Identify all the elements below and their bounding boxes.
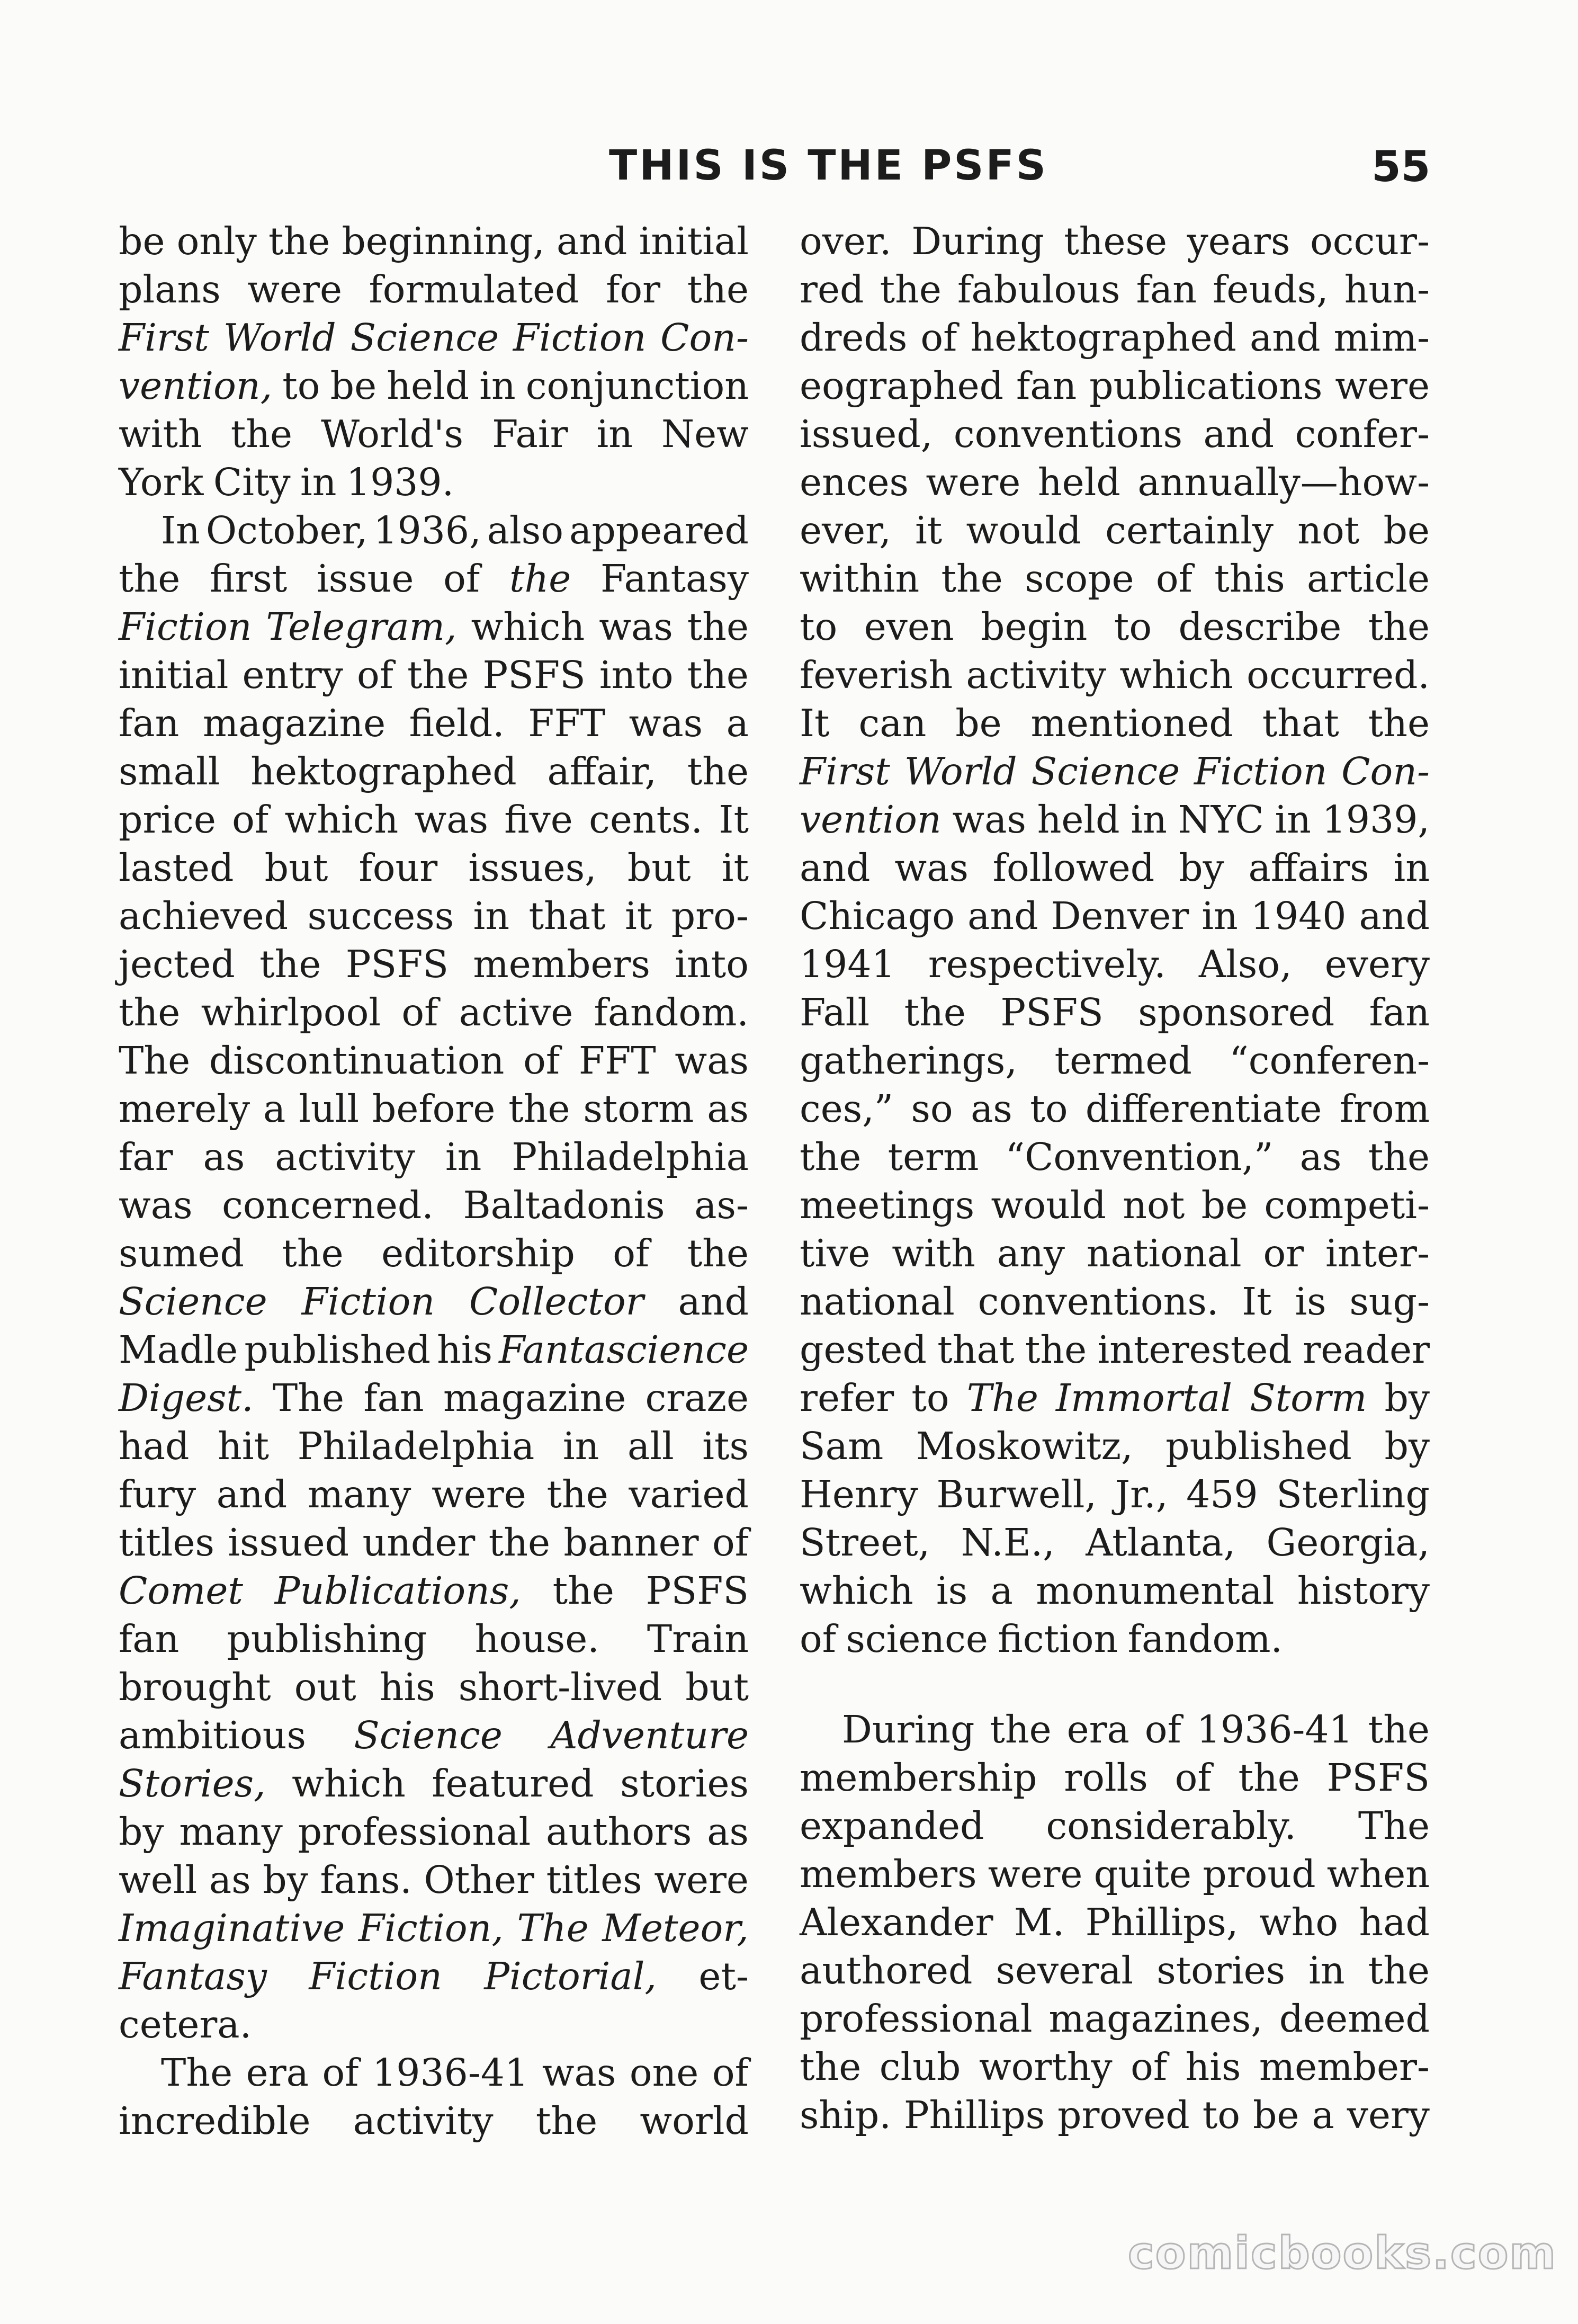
text-line: red the fabulous fan feuds, hun- (800, 267, 1430, 311)
text-line: far as activity in Philadelphia (119, 1135, 749, 1179)
text-line: incredible activity the world (119, 2099, 749, 2143)
text-line: Madle published his Fantascience (119, 1328, 749, 1372)
text-line: over. During these years occur- (800, 219, 1430, 263)
page-number: 55 (1371, 142, 1431, 191)
text-line: Street, N.E., Atlanta, Georgia, (800, 1521, 1430, 1565)
text-line: Chicago and Denver in 1940 and (800, 894, 1430, 938)
text-line: gatherings, termed “conferen- (800, 1039, 1430, 1083)
text-line: First World Science Fiction Con- (800, 749, 1430, 793)
text-line: had hit Philadelphia in all its (119, 1424, 749, 1468)
text-line: sumed the editorship of the (119, 1231, 749, 1275)
text-line: ship. Phillips proved to be a very (800, 2093, 1430, 2137)
text-line: with the World's Fair in New (119, 412, 749, 456)
text-line: members were quite proud when (800, 1852, 1430, 1896)
text-line: titles issued under the banner of (119, 1521, 749, 1565)
text-line: and was followed by affairs in (800, 846, 1430, 890)
watermark: comicbooks.com (1128, 2227, 1557, 2279)
text-line: professional magazines, deemed (800, 1997, 1430, 2041)
text-line: eographed fan publications were (800, 364, 1430, 408)
text-line: ences were held annually—how- (800, 460, 1430, 504)
text-line: fury and many were the varied (119, 1472, 749, 1516)
text-line: achieved success in that it pro- (119, 894, 749, 938)
text-line: Fiction Telegram, which was the (119, 605, 749, 649)
text-line: First World Science Fiction Con- (119, 316, 749, 360)
text-line: the first issue of the Fantasy (119, 557, 749, 601)
text-line: was concerned. Baltadonis as- (119, 1183, 749, 1227)
text-line: Comet Publications, the PSFS (119, 1569, 749, 1613)
text-line: Fantasy Fiction Pictorial, et- (119, 1954, 749, 1998)
text-line: the term “Convention,” as the (800, 1135, 1430, 1179)
text-line: fan publishing house. Train (119, 1617, 749, 1661)
text-line: which is a monumental history (800, 1569, 1430, 1613)
text-line: gested that the interested reader (800, 1328, 1430, 1372)
text-line: feverish activity which occurred. (800, 653, 1430, 697)
text-line: lasted but four issues, but it (119, 846, 749, 890)
text-line: price of which was five cents. It (119, 798, 749, 842)
text-line: cetera. (119, 2003, 252, 2046)
text-line: ces,” so as to differentiate from (800, 1087, 1430, 1131)
text-line: ambitious Science Adventure (119, 1713, 749, 1757)
text-line: membership rolls of the PSFS (800, 1756, 1430, 1800)
text-line: well as by fans. Other titles were (119, 1858, 749, 1902)
text-line: initial entry of the PSFS into the (119, 653, 749, 697)
text-line: The era of 1936-41 was one of (161, 2051, 749, 2095)
text-line: vention, to be held in conjunction (119, 364, 749, 408)
text-line: Digest. The fan magazine craze (119, 1376, 749, 1420)
text-line: During the era of 1936-41 the (842, 1708, 1430, 1751)
text-line: It can be mentioned that the (800, 701, 1430, 745)
text-line: Sam Moskowitz, published by (800, 1424, 1430, 1468)
text-line: the whirlpool of active fandom. (119, 990, 749, 1034)
text-line: by many professional authors as (119, 1810, 749, 1854)
text-line: plans were formulated for the (119, 267, 749, 311)
text-line: Imaginative Fiction, The Meteor, (119, 1906, 749, 1950)
text-line: Alexander M. Phillips, who had (800, 1900, 1430, 1944)
text-line: be only the beginning, and initial (119, 219, 749, 263)
right-column (800, 217, 1430, 2139)
page-header (0, 142, 1578, 200)
text-line: expanded considerably. The (800, 1804, 1430, 1848)
text-line: refer to The Immortal Storm by (800, 1376, 1430, 1420)
text-line: The discontinuation of FFT was (119, 1039, 749, 1083)
text-line: Henry Burwell, Jr., 459 Sterling (800, 1472, 1430, 1516)
text-line: merely a lull before the storm as (119, 1087, 749, 1131)
text-line: In October, 1936, also appeared (161, 508, 749, 552)
text-line: national conventions. It is sug- (800, 1280, 1430, 1324)
text-line: brought out his short-lived but (119, 1665, 749, 1709)
text-line: Stories, which featured stories (119, 1762, 749, 1805)
text-line: York City in 1939. (119, 460, 454, 504)
text-line: tive with any national or inter- (800, 1231, 1430, 1275)
left-column (119, 217, 749, 2145)
text-line: the club worthy of his member- (800, 2045, 1430, 2089)
text-line: of science fiction fandom. (800, 1617, 1283, 1661)
text-line: within the scope of this article (800, 557, 1430, 601)
text-line: 1941 respectively. Also, every (800, 942, 1430, 986)
running-head: THIS IS THE PSFS (609, 142, 1048, 190)
text-line: meetings would not be competi- (800, 1183, 1430, 1227)
text-line: small hektographed affair, the (119, 749, 749, 793)
text-line: Fall the PSFS sponsored fan (800, 990, 1430, 1034)
text-line: dreds of hektographed and mim- (800, 316, 1430, 360)
text-line: to even begin to describe the (800, 605, 1430, 649)
text-line: Science Fiction Collector and (119, 1280, 749, 1324)
text-line: fan magazine field. FFT was a (119, 701, 749, 745)
text-line: ever, it would certainly not be (800, 508, 1430, 552)
text-line: issued, conventions and confer- (800, 412, 1430, 456)
text-line: jected the PSFS members into (119, 942, 749, 986)
text-line: authored several stories in the (800, 1948, 1430, 1992)
text-line: vention was held in NYC in 1939, (800, 798, 1430, 842)
